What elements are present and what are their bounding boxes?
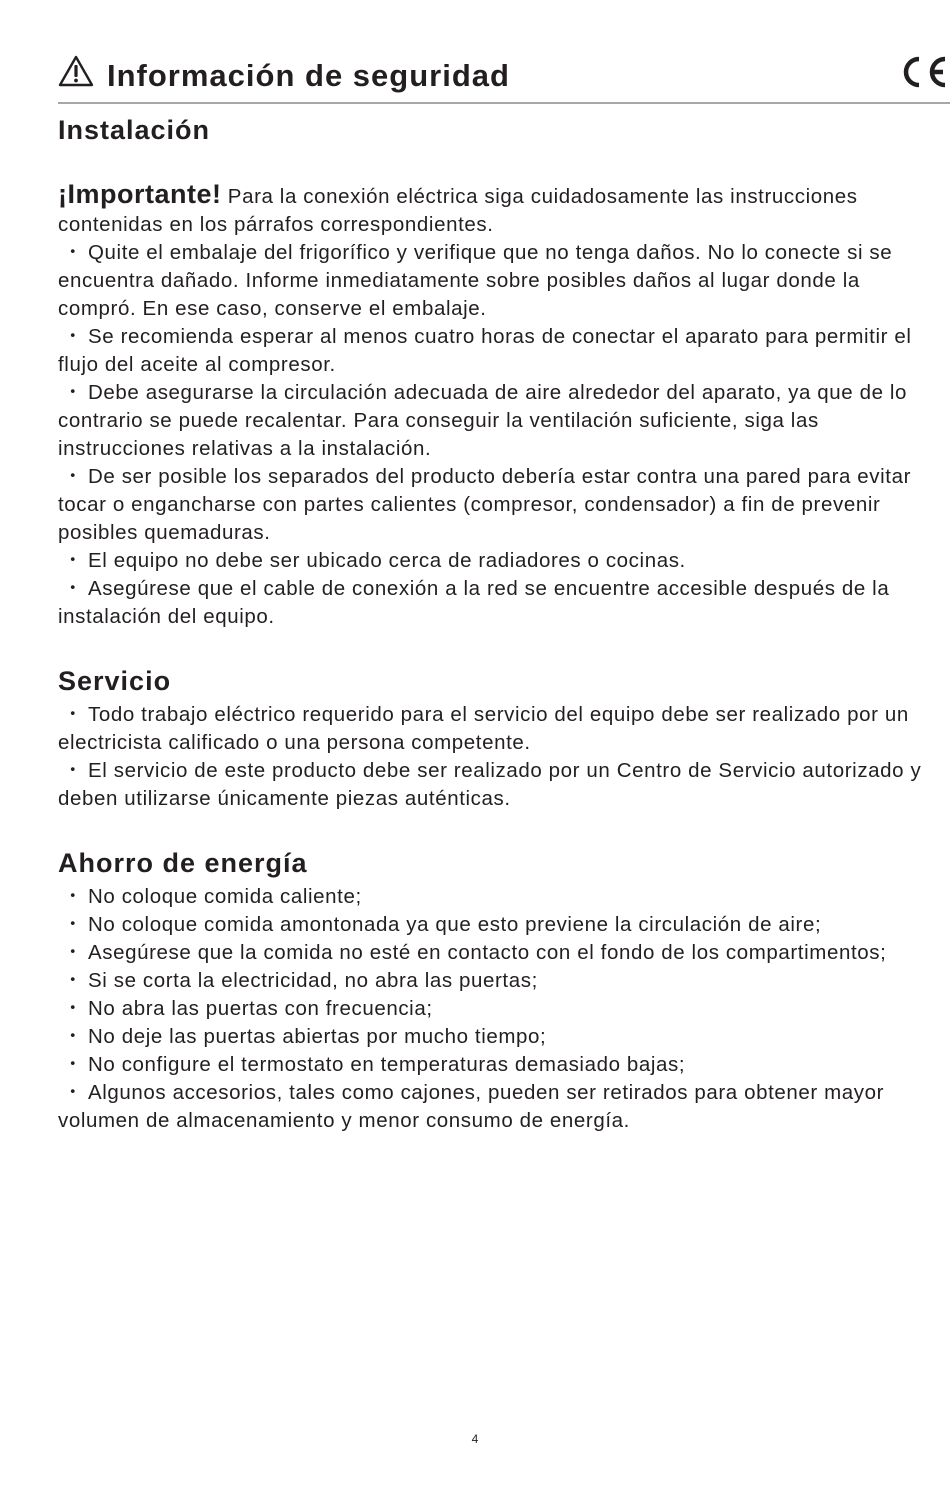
bullet-text: No coloque comida amontonada ya que esto previene la circulación de aire; [88,913,822,936]
bullet-item [58,967,928,995]
bullet-text: Debe asegurarse la circulación adecuada de aire alrededor del aparato, ya que de lo contrario se puede recalentar. Para conseguir la ventilación suficiente, siga las instrucciones relativas a la instalación. [58,381,908,460]
installation-heading: Instalación [58,115,211,145]
important-note [58,180,928,239]
bullet-item [58,911,928,939]
ce-mark-icon [898,55,950,89]
bullet-item [58,379,928,463]
bullet-item [58,883,928,911]
bullet-text: Si se corta la electricidad, no abra las puertas; [88,969,538,992]
bullet-dot-icon: ・ [62,913,84,936]
energy-heading: Ahorro de energía [58,848,308,878]
bullet-item [58,1023,928,1051]
bullet-dot-icon: ・ [62,703,84,726]
bullet-item [58,757,928,813]
service-heading: Servicio [58,666,172,696]
installation-list [58,239,928,631]
bullet-text: El servicio de este producto debe ser realizado por un Centro de Servicio autorizado y deben utilizarse únicamente piezas auténticas. [58,759,922,810]
bullet-dot-icon: ・ [62,1053,84,1076]
bullet-dot-icon: ・ [62,759,84,782]
bullet-item [58,995,928,1023]
bullet-item [58,939,928,967]
bullet-dot-icon: ・ [62,1081,84,1104]
energy-section [58,843,928,1135]
bullet-item [58,701,928,757]
page-content [58,110,928,1135]
bullet-item [58,575,928,631]
service-list [58,701,928,813]
bullet-dot-icon: ・ [62,969,84,992]
bullet-text: Algunos accesorios, tales como cajones, pueden ser retirados para obtener mayor volumen de almacenamiento y menor consumo de energía. [58,1081,885,1132]
bullet-dot-icon: ・ [62,465,84,488]
bullet-dot-icon: ・ [62,941,84,964]
service-section [58,661,928,813]
bullet-dot-icon: ・ [62,381,84,404]
bullet-dot-icon: ・ [62,997,84,1020]
installation-section [58,110,928,631]
bullet-item [58,239,928,323]
energy-list [58,883,928,1135]
bullet-dot-icon: ・ [62,1025,84,1048]
bullet-text: De ser posible los separados del producto debería estar contra una pared para evitar tocar o engancharse con partes calientes (compresor, condensador) a fin de prevenir posibles quemaduras. [58,465,912,544]
warning-triangle-icon [58,55,94,87]
bullet-text: No deje las puertas abiertas por mucho tiempo; [88,1025,547,1048]
page-number: 4 [471,1432,479,1446]
bullet-item [58,463,928,547]
bullet-item [58,323,928,379]
bullet-text: No coloque comida caliente; [88,885,362,908]
bullet-dot-icon: ・ [62,549,84,572]
bullet-dot-icon: ・ [62,577,84,600]
page-title: Información de seguridad [107,58,510,93]
bullet-dot-icon: ・ [62,325,84,348]
important-label: ¡Importante! [58,179,222,209]
bullet-item [58,1051,928,1079]
bullet-dot-icon: ・ [62,241,84,264]
bullet-text: Se recomienda esperar al menos cuatro horas de conectar el aparato para permitir el flujo del aceite al compresor. [58,325,912,376]
bullet-text: Asegúrese que el cable de conexión a la red se encuentre accesible después de la instalación del equipo. [58,577,890,628]
bullet-text: El equipo no debe ser ubicado cerca de radiadores o cocinas. [88,549,686,572]
bullet-text: No abra las puertas con frecuencia; [88,997,433,1020]
important-text: Para la conexión eléctrica siga cuidadosamente las instrucciones contenidas en los párrafos correspondientes. [58,185,858,236]
bullet-text: Asegúrese que la comida no esté en contacto con el fondo de los compartimentos; [88,941,887,964]
bullet-text: No configure el termostato en temperaturas demasiado bajas; [88,1053,686,1076]
bullet-text: Quite el embalaje del frigorífico y verifique que no tenga daños. No lo conecte si se encuentra dañado. Informe inmediatamente sobre posibles daños al lugar donde la compró. En ese caso, conserve el embalaje. [58,241,893,320]
bullet-dot-icon: ・ [62,885,84,908]
bullet-item [58,547,928,575]
bullet-item [58,1079,928,1135]
bullet-text: Todo trabajo eléctrico requerido para el servicio del equipo debe ser realizado por un electricista calificado o una persona competente. [58,703,909,754]
page-header [58,50,950,104]
